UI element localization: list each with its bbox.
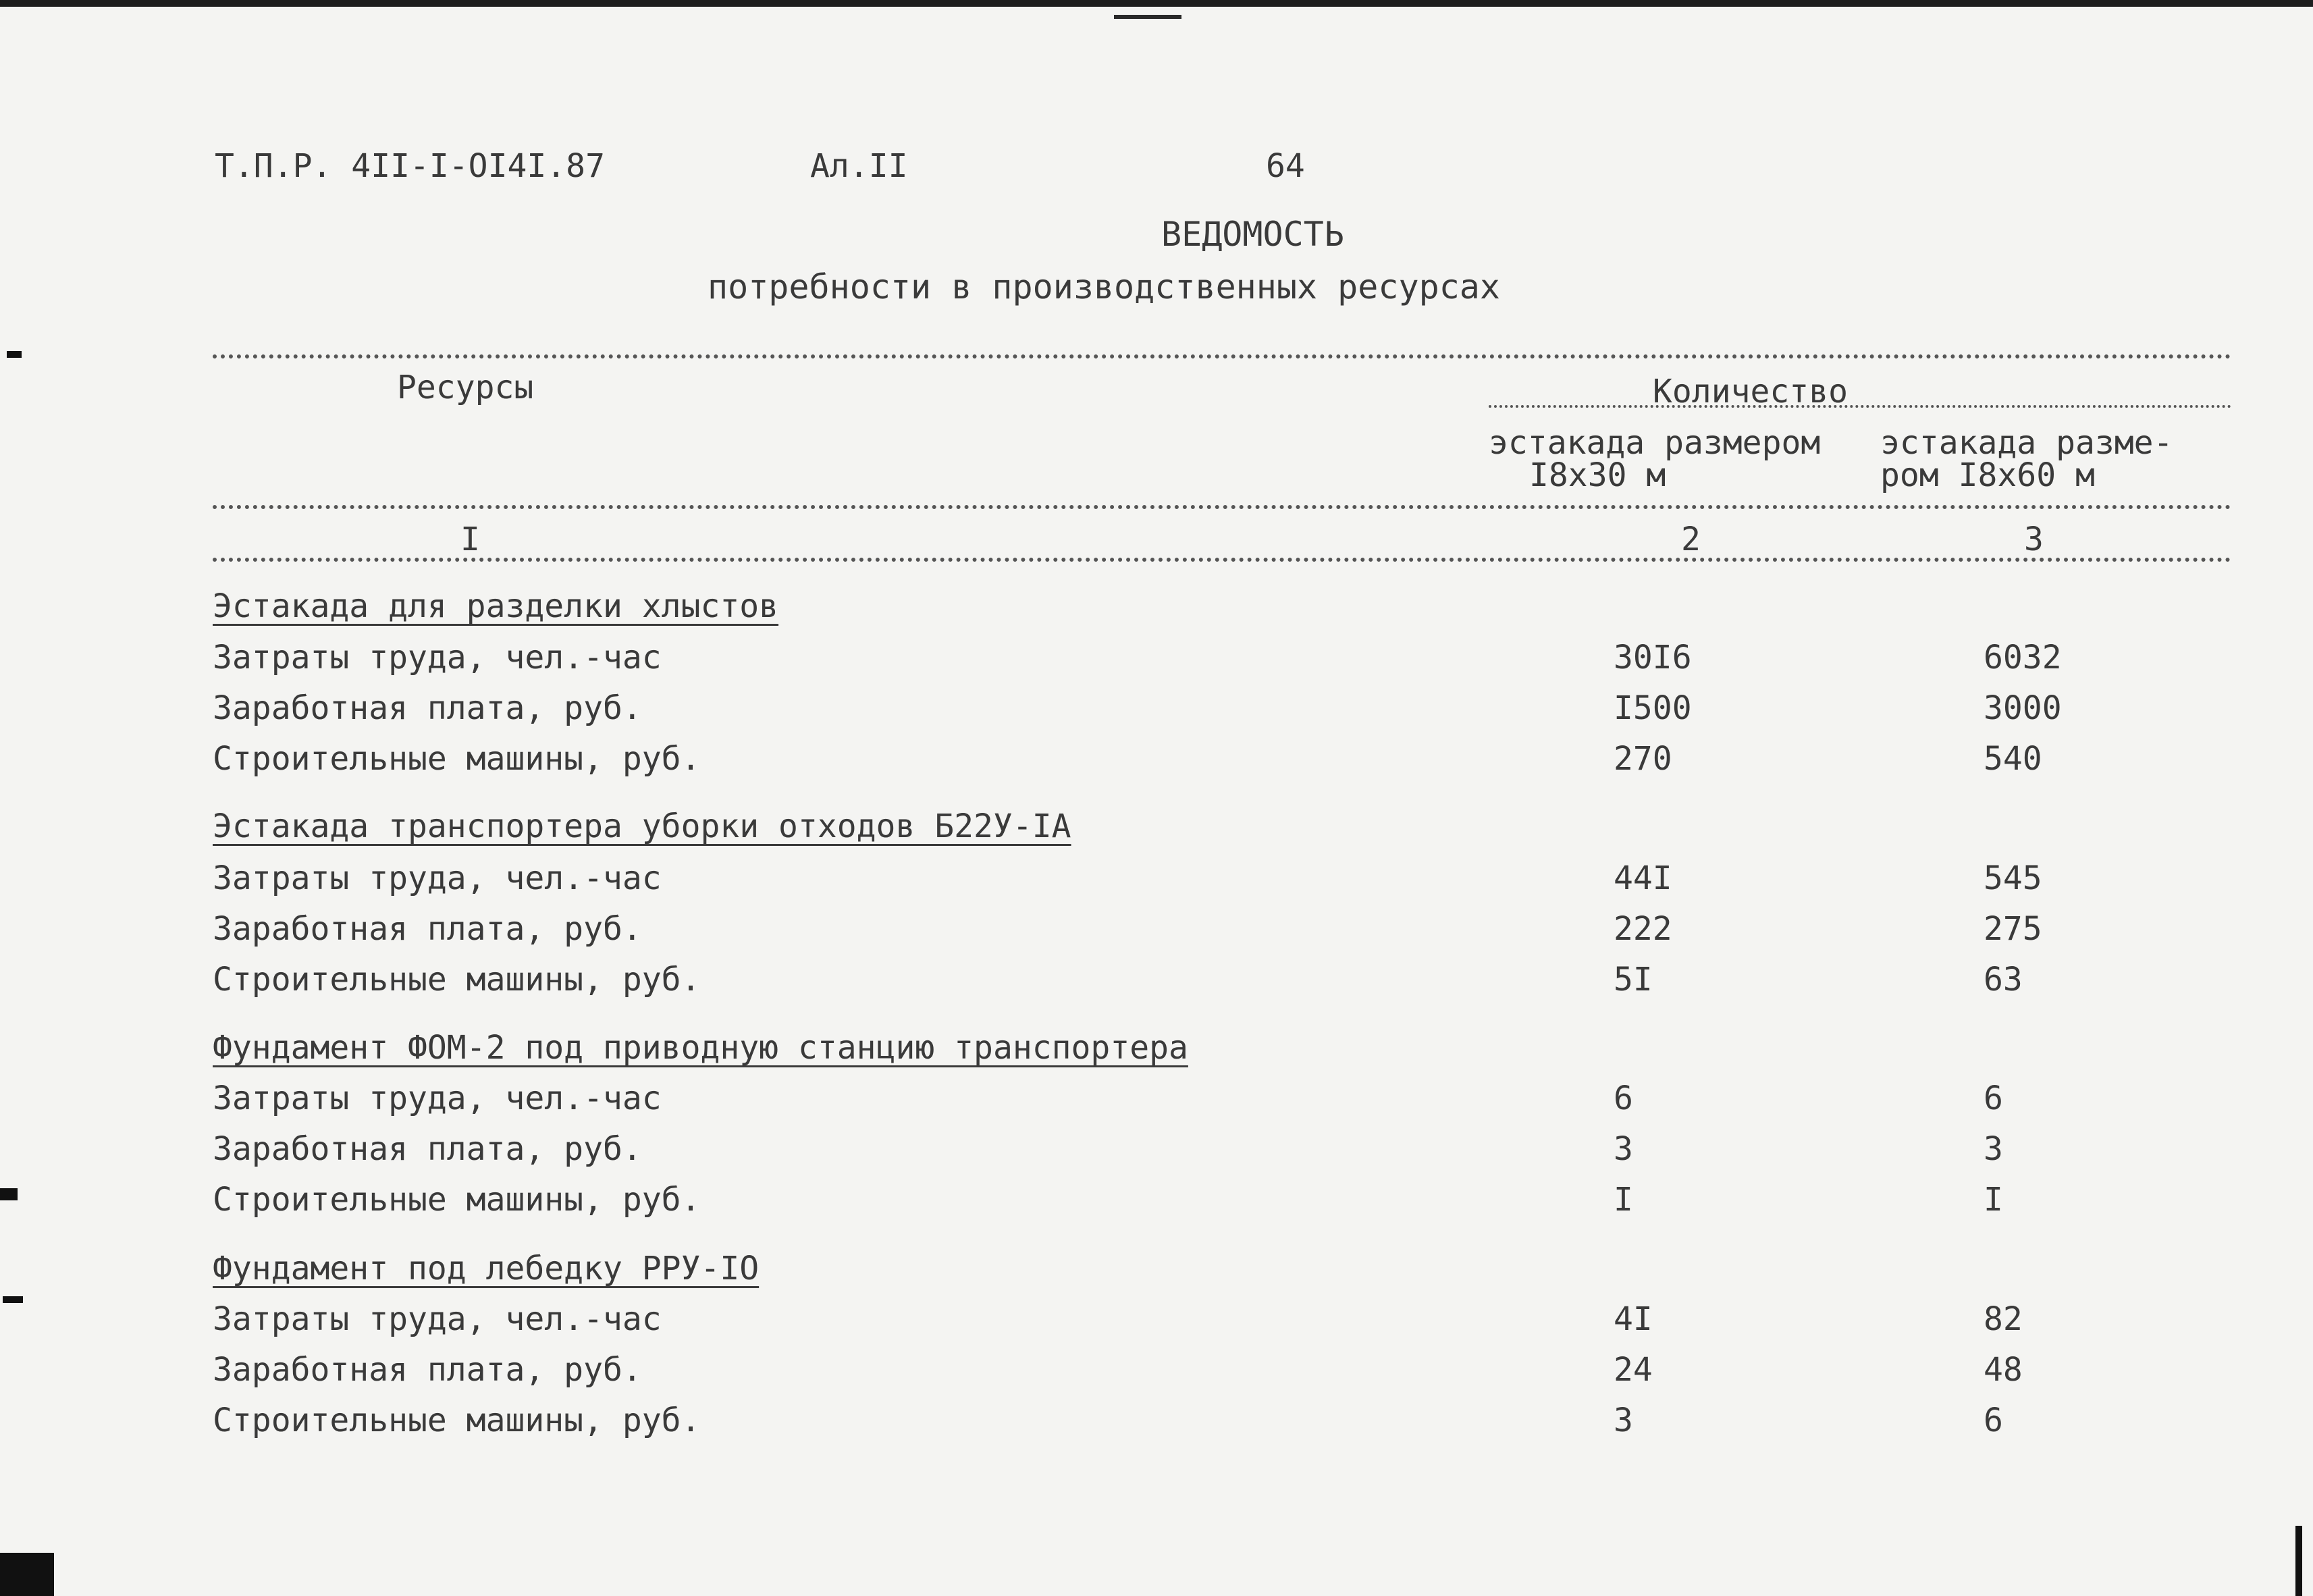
column-numbers-rule bbox=[213, 558, 2231, 562]
row-label: Строительные машины, руб. bbox=[213, 1181, 701, 1219]
scan-top-edge bbox=[0, 0, 2313, 7]
row-value-18x60: 6 bbox=[1984, 1402, 2003, 1439]
row-value-18x60: 545 bbox=[1984, 859, 2042, 897]
table-top-rule bbox=[213, 354, 2231, 358]
row-value-18x30: I500 bbox=[1614, 689, 1692, 727]
column-number-2: 2 bbox=[1681, 521, 1701, 558]
section-title: Фундамент ФОМ-2 под приводную станцию транспортера bbox=[213, 1029, 1188, 1067]
row-label: Строительные машины, руб. bbox=[213, 1402, 701, 1439]
album-number: Ал.II bbox=[810, 147, 908, 185]
row-value-18x30: 44I bbox=[1614, 859, 1672, 897]
margin-mark bbox=[3, 1296, 23, 1303]
section-title: Эстакада транспортера уборки отходов Б22У-IА bbox=[213, 807, 1071, 845]
row-value-18x30: 3 bbox=[1614, 1130, 1633, 1168]
row-value-18x30: 270 bbox=[1614, 740, 1672, 778]
column-header-size-18x60-line2: ром I8x60 м bbox=[1880, 456, 2095, 494]
section-title: Фундамент под лебедку РРУ-IO bbox=[213, 1250, 760, 1287]
column-header-size-18x30-line1: эстакада размером bbox=[1489, 424, 1821, 462]
row-value-18x30: 6 bbox=[1614, 1080, 1633, 1117]
row-label: Заработная плата, руб. bbox=[213, 1130, 642, 1168]
column-header-resources: Ресурсы bbox=[397, 369, 534, 406]
margin-mark bbox=[7, 351, 22, 358]
row-value-18x30: 222 bbox=[1614, 910, 1672, 948]
row-label: Заработная плата, руб. bbox=[213, 689, 642, 727]
column-number-1: I bbox=[460, 521, 480, 558]
row-value-18x30: 4I bbox=[1614, 1300, 1653, 1338]
document-title: ВЕДОМОСТЬ bbox=[1161, 215, 1344, 254]
row-label: Затраты труда, чел.-час bbox=[213, 639, 662, 676]
row-value-18x60: 6 bbox=[1984, 1080, 2003, 1117]
row-label: Затраты труда, чел.-час bbox=[213, 1300, 662, 1338]
row-value-18x60: 3000 bbox=[1984, 689, 2062, 727]
row-value-18x60: 275 bbox=[1984, 910, 2042, 948]
page-number: 64 bbox=[1266, 147, 1305, 185]
row-value-18x30: 24 bbox=[1614, 1351, 1653, 1389]
margin-mark bbox=[0, 1553, 54, 1596]
row-value-18x30: I bbox=[1614, 1181, 1633, 1219]
margin-mark bbox=[2295, 1526, 2302, 1596]
row-value-18x60: 3 bbox=[1984, 1130, 2003, 1168]
column-header-quantity: Количество bbox=[1653, 373, 1848, 410]
section-title: Эстакада для разделки хлыстов bbox=[213, 587, 779, 625]
row-label: Затраты труда, чел.-час bbox=[213, 859, 662, 897]
quantity-header-rule bbox=[1489, 405, 2231, 408]
row-value-18x60: 48 bbox=[1984, 1351, 2023, 1389]
row-value-18x30: 3 bbox=[1614, 1402, 1633, 1439]
row-label: Строительные машины, руб. bbox=[213, 740, 701, 778]
row-value-18x60: 63 bbox=[1984, 961, 2023, 999]
row-value-18x60: 540 bbox=[1984, 740, 2042, 778]
document-code: Т.П.Р. 4II-I-OI4I.87 bbox=[215, 147, 605, 185]
document-subtitle: потребности в производственных ресурсах bbox=[708, 267, 1500, 307]
scan-mark bbox=[1114, 15, 1181, 19]
row-value-18x60: I bbox=[1984, 1181, 2003, 1219]
row-value-18x60: 6032 bbox=[1984, 639, 2062, 676]
table-header-rule bbox=[213, 505, 2231, 509]
column-number-3: 3 bbox=[2024, 521, 2044, 558]
row-label: Заработная плата, руб. bbox=[213, 1351, 642, 1389]
row-value-18x60: 82 bbox=[1984, 1300, 2023, 1338]
row-value-18x30: 5I bbox=[1614, 961, 1653, 999]
margin-mark bbox=[0, 1188, 18, 1200]
row-value-18x30: 30I6 bbox=[1614, 639, 1692, 676]
row-label: Заработная плата, руб. bbox=[213, 910, 642, 948]
column-header-size-18x30-line2: I8x30 м bbox=[1529, 456, 1666, 494]
row-label: Затраты труда, чел.-час bbox=[213, 1080, 662, 1117]
row-label: Строительные машины, руб. bbox=[213, 961, 701, 999]
column-header-size-18x60-line1: эстакада разме- bbox=[1880, 424, 2173, 462]
